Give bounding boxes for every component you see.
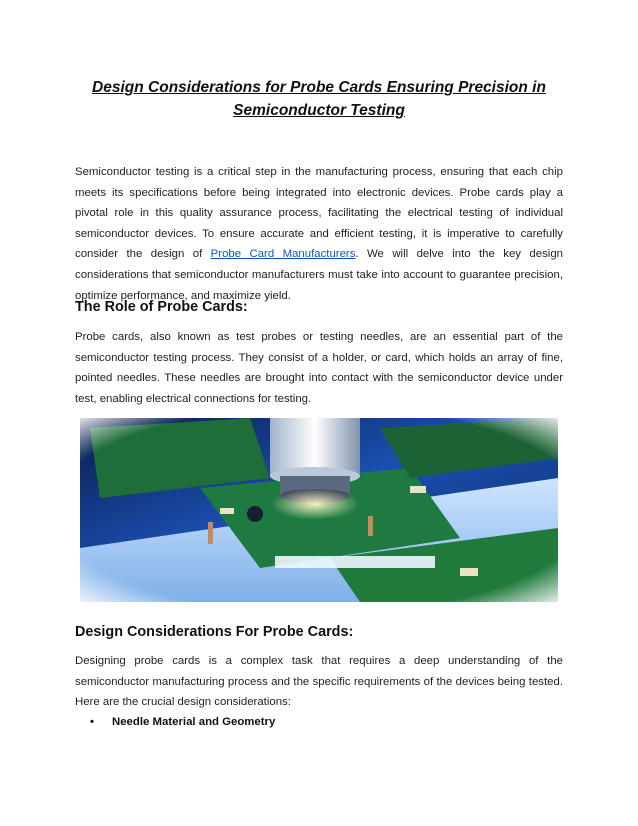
- probe-card-manufacturers-link[interactable]: Probe Card Manufacturers: [210, 248, 356, 261]
- document-title: Design Considerations for Probe Cards Ensuring Precision in Semiconductor Testing: [92, 79, 546, 119]
- list-item: [90, 716, 275, 728]
- bullet-dot: •: [90, 716, 94, 728]
- intro-text-before-link: Semiconductor testing is a critical step in the manufacturing process, ensuring that each chip meets its specifications before being integrated into electronic devices. Probe cards play a pivotal role in this quality assurance process, facilitating the electrical testing of individual semiconductor devices. To ensure accurate and efficient testing, it is imperative to carefully consider the design of: [75, 166, 563, 261]
- intro-text-after-link: . We will delve into the key design considerations that semiconductor manufacturers must take into account to guarantee precision, optimize performance, and maximize yield.: [75, 248, 563, 302]
- design-paragraph: Designing probe cards is a complex task that requires a deep understanding of the semiconductor manufacturing process and the specific requirements of the devices being tested. Here are the crucial design considerations:: [75, 655, 563, 709]
- section-heading-design: Design Considerations For Probe Cards:: [75, 624, 354, 640]
- section-heading-role: The Role of Probe Cards:: [75, 299, 248, 315]
- intro-paragraph: [75, 162, 563, 306]
- probe-card-photo: [80, 418, 558, 602]
- role-paragraph: Probe cards, also known as test probes or testing needles, are an essential part of the semiconductor testing process. They consist of a holder, or card, which holds an array of fine, pointed needles. These needles are brought into contact with the semiconductor device under test, enabling electrical connections for testing.: [75, 331, 563, 405]
- list-item-label: Needle Material and Geometry: [112, 716, 276, 728]
